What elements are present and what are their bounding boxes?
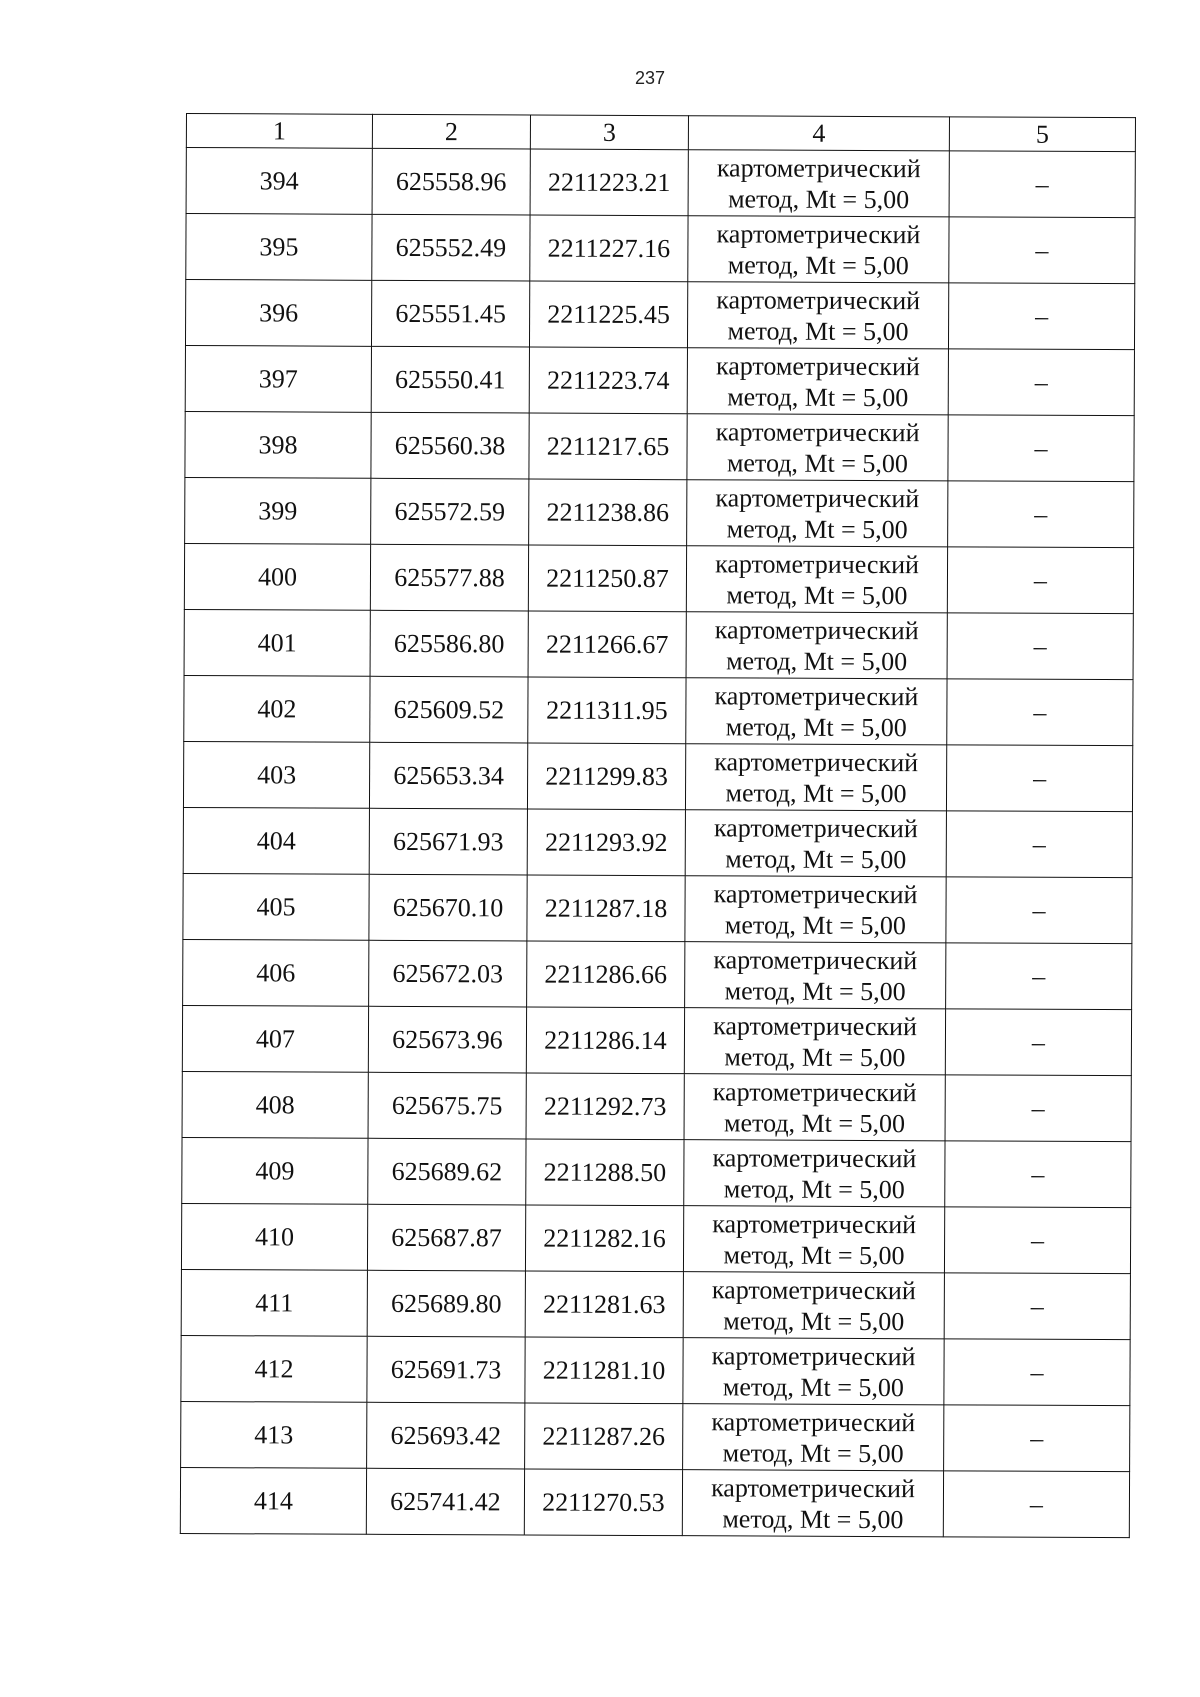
table-row — [185, 280, 1134, 350]
coordinate-y: 2211288.50 — [526, 1139, 684, 1206]
coordinate-x: 625741.42 — [366, 1468, 524, 1535]
table-header — [186, 114, 1135, 152]
method-line-2: метод, Mt = 5,00 — [722, 1437, 904, 1468]
coordinate-y: 2211287.26 — [525, 1403, 683, 1470]
method-line-1: картометрический — [714, 680, 919, 711]
note-cell: – — [944, 1273, 1130, 1340]
coordinate-x: 625687.87 — [367, 1204, 525, 1271]
method-line-2: метод, Mt = 5,00 — [728, 183, 910, 214]
method-line-1: картометрический — [711, 1406, 916, 1437]
method-cell — [683, 1206, 944, 1273]
coordinate-x: 625691.73 — [367, 1336, 525, 1403]
coordinate-y: 2211238.86 — [529, 479, 687, 546]
method-cell — [687, 414, 948, 481]
note-cell: – — [947, 613, 1133, 680]
table-row — [185, 345, 1134, 415]
method-cell — [685, 810, 946, 877]
coordinate-x: 625693.42 — [367, 1402, 525, 1469]
method-line-1: картометрический — [712, 1142, 917, 1173]
point-number: 414 — [180, 1467, 366, 1534]
coordinate-x: 625689.62 — [368, 1138, 526, 1205]
table-row — [184, 609, 1133, 679]
coordinate-x: 625586.80 — [370, 610, 528, 677]
coordinate-y: 2211227.16 — [530, 215, 688, 282]
table-row — [181, 1335, 1130, 1405]
method-line-2: метод, Mt = 5,00 — [725, 777, 907, 808]
method-line-1: картометрический — [716, 218, 921, 249]
method-line-2: метод, Mt = 5,00 — [724, 975, 906, 1006]
coordinate-y: 2211293.92 — [527, 809, 685, 876]
method-cell — [687, 282, 948, 349]
method-line-1: картометрический — [711, 1274, 916, 1305]
method-line-1: картометрический — [713, 944, 918, 975]
method-line-1: картометрический — [712, 1208, 917, 1239]
method-line-1: картометрический — [712, 1076, 917, 1107]
point-number: 394 — [186, 148, 372, 215]
method-cell — [688, 216, 949, 283]
method-cell — [684, 1008, 945, 1075]
table-row — [181, 1203, 1130, 1273]
method-line-2: метод, Mt = 5,00 — [722, 1503, 904, 1534]
note-cell: – — [945, 1075, 1131, 1142]
table-row — [182, 1071, 1131, 1141]
coordinate-y: 2211282.16 — [525, 1205, 683, 1272]
coordinate-y: 2211266.67 — [528, 611, 686, 678]
point-number: 400 — [184, 543, 370, 610]
note-cell: – — [949, 151, 1135, 218]
method-line-2: метод, Mt = 5,00 — [726, 513, 908, 544]
note-cell: – — [948, 283, 1134, 350]
coordinate-y: 2211286.66 — [527, 941, 685, 1008]
method-line-2: метод, Mt = 5,00 — [723, 1173, 905, 1204]
table-row — [183, 873, 1132, 943]
method-line-1: картометрический — [716, 284, 921, 315]
method-line-1: картометрический — [713, 878, 918, 909]
point-number: 407 — [182, 1005, 368, 1072]
note-cell: – — [948, 481, 1134, 548]
table-row — [181, 1269, 1130, 1339]
note-cell: – — [945, 1141, 1131, 1208]
method-line-2: метод, Mt = 5,00 — [722, 1371, 905, 1402]
coordinate-x: 625673.96 — [368, 1006, 526, 1073]
method-line-1: картометрический — [713, 812, 918, 843]
method-cell — [685, 942, 946, 1009]
method-line-2: метод, Mt = 5,00 — [724, 1107, 906, 1138]
point-number: 406 — [183, 939, 369, 1006]
coordinate-x: 625653.34 — [369, 742, 527, 809]
method-line-2: метод, Mt = 5,00 — [724, 1041, 906, 1072]
point-number: 404 — [183, 807, 369, 874]
method-cell — [686, 546, 947, 613]
point-number: 413 — [181, 1401, 367, 1468]
coordinate-x: 625609.52 — [370, 676, 528, 743]
coordinate-x: 625572.59 — [371, 478, 529, 545]
method-line-2: метод, Mt = 5,00 — [726, 645, 908, 676]
coordinate-x: 625577.88 — [370, 544, 528, 611]
method-cell — [688, 150, 949, 217]
point-number: 401 — [184, 609, 370, 676]
note-cell: – — [944, 1207, 1130, 1274]
page-number: 237 — [634, 68, 666, 88]
table-row — [182, 1137, 1131, 1207]
method-line-1: картометрический — [714, 746, 919, 777]
coordinate-y: 2211223.74 — [529, 347, 687, 414]
method-cell — [687, 480, 948, 547]
coordinate-y: 2211223.21 — [530, 149, 688, 216]
method-cell — [686, 678, 947, 745]
point-number: 398 — [185, 411, 371, 478]
point-number: 412 — [181, 1335, 367, 1402]
method-line-1: картометрический — [715, 350, 920, 381]
point-number: 405 — [183, 873, 369, 940]
method-line-1: картометрический — [713, 1010, 917, 1041]
note-cell: – — [948, 415, 1134, 482]
method-cell — [683, 1272, 944, 1339]
note-cell: – — [948, 349, 1134, 416]
table-row — [184, 675, 1133, 745]
coordinate-x: 625675.75 — [368, 1072, 526, 1139]
method-cell — [685, 744, 946, 811]
method-line-2: метод, Mt = 5,00 — [727, 381, 909, 412]
table-row — [182, 1005, 1131, 1075]
method-cell — [684, 1074, 945, 1141]
table-row — [185, 477, 1134, 547]
table-row — [184, 543, 1133, 613]
method-line-2: метод, Mt = 5,00 — [723, 1239, 905, 1270]
note-cell: – — [946, 745, 1132, 812]
coordinate-y: 2211299.83 — [527, 743, 685, 810]
table-row — [183, 939, 1132, 1009]
header-col-2: 2 — [372, 114, 530, 149]
table-row — [181, 1401, 1130, 1471]
note-cell: – — [946, 877, 1132, 944]
table-row — [185, 411, 1134, 481]
coordinate-y: 2211217.65 — [529, 413, 687, 480]
point-number: 402 — [184, 675, 370, 742]
coordinates-table — [180, 113, 1136, 1538]
note-cell: – — [947, 547, 1133, 614]
note-cell: – — [945, 1009, 1131, 1076]
point-number: 397 — [185, 345, 371, 412]
point-number: 395 — [186, 214, 372, 281]
table-row — [183, 741, 1132, 811]
method-cell — [683, 1338, 944, 1405]
point-number: 399 — [185, 477, 371, 544]
coordinate-y: 2211250.87 — [528, 545, 686, 612]
method-line-2: метод, Mt = 5,00 — [727, 249, 909, 280]
method-line-1: картометрический — [715, 416, 920, 447]
header-col-1: 1 — [186, 114, 372, 149]
method-cell — [683, 1404, 944, 1471]
table-body — [180, 148, 1135, 1538]
method-cell — [686, 612, 947, 679]
header-col-4: 4 — [688, 116, 949, 151]
method-line-2: метод, Mt = 5,00 — [725, 843, 907, 874]
method-line-1: картометрический — [711, 1340, 916, 1371]
table-row — [180, 1467, 1129, 1537]
header-row — [186, 114, 1135, 152]
note-cell: – — [946, 811, 1132, 878]
point-number: 403 — [183, 741, 369, 808]
coordinate-y: 2211286.14 — [526, 1007, 684, 1074]
coordinate-x: 625689.80 — [367, 1270, 525, 1337]
method-line-1: картометрический — [715, 548, 920, 579]
coordinate-x: 625560.38 — [371, 412, 529, 479]
method-line-2: метод, Mt = 5,00 — [726, 579, 908, 610]
table-row — [186, 148, 1135, 218]
method-line-1: картометрический — [714, 614, 919, 645]
coordinate-x: 625672.03 — [369, 940, 527, 1007]
table-row — [186, 214, 1135, 284]
method-line-2: метод, Mt = 5,00 — [727, 315, 909, 346]
point-number: 411 — [181, 1269, 367, 1336]
method-line-1: картометрический — [716, 152, 921, 183]
point-number: 396 — [185, 280, 371, 347]
method-cell — [685, 876, 946, 943]
note-cell: – — [949, 217, 1135, 284]
point-number: 409 — [182, 1137, 368, 1204]
coordinate-x: 625550.41 — [371, 346, 529, 413]
point-number: 408 — [182, 1071, 368, 1138]
method-cell — [684, 1140, 945, 1207]
method-line-1: картометрический — [711, 1472, 915, 1503]
coordinate-x: 625670.10 — [369, 874, 527, 941]
coordinate-y: 2211281.63 — [525, 1271, 683, 1338]
coordinate-x: 625671.93 — [369, 808, 527, 875]
coordinate-y: 2211225.45 — [529, 281, 687, 348]
method-cell — [687, 348, 948, 415]
method-line-2: метод, Mt = 5,00 — [723, 1305, 905, 1336]
note-cell: – — [944, 1339, 1130, 1406]
coordinate-y: 2211292.73 — [526, 1073, 684, 1140]
note-cell: – — [943, 1471, 1129, 1538]
method-cell — [682, 1470, 943, 1537]
method-line-2: метод, Mt = 5,00 — [726, 447, 909, 478]
note-cell: – — [946, 943, 1132, 1010]
method-line-2: метод, Mt = 5,00 — [724, 909, 907, 940]
note-cell: – — [947, 679, 1133, 746]
coordinate-x: 625551.45 — [371, 280, 529, 347]
header-col-5: 5 — [949, 117, 1135, 152]
method-line-2: метод, Mt = 5,00 — [725, 711, 907, 742]
coordinate-y: 2211281.10 — [525, 1337, 683, 1404]
coordinate-y: 2211270.53 — [524, 1469, 682, 1536]
table-row — [183, 807, 1132, 877]
coordinate-x: 625558.96 — [372, 148, 530, 215]
point-number: 410 — [181, 1203, 367, 1270]
coordinate-y: 2211287.18 — [527, 875, 685, 942]
header-col-3: 3 — [530, 115, 688, 150]
coordinate-x: 625552.49 — [372, 214, 530, 281]
method-line-1: картометрический — [715, 482, 920, 513]
note-cell: – — [944, 1405, 1130, 1472]
coordinate-y: 2211311.95 — [528, 677, 686, 744]
